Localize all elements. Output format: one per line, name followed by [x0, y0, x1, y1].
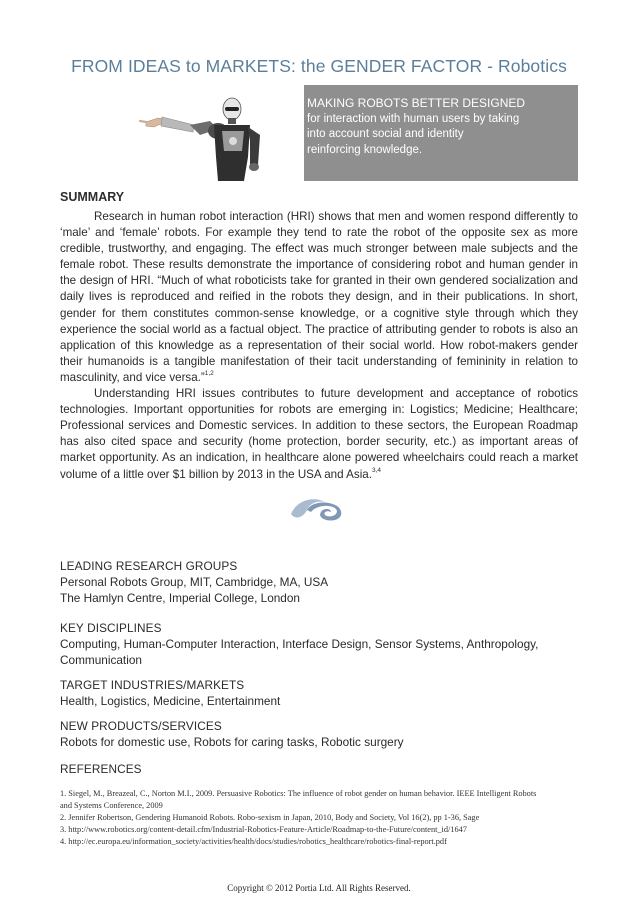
section-heading-markets: TARGET INDUSTRIES/MARKETS: [60, 678, 245, 692]
section-heading-references: REFERENCES: [60, 762, 142, 776]
banner-line: for interaction with human users by taking: [307, 112, 520, 125]
summary-heading: SUMMARY: [60, 190, 125, 204]
markets-line: Health, Logistics, Medicine, Entertainment: [60, 694, 281, 708]
section-heading-research-groups: LEADING RESEARCH GROUPS: [60, 559, 238, 573]
research-group-item: The Hamlyn Centre, Imperial College, London: [60, 591, 300, 605]
reference-item: 3. http://www.robotics.org/content-detail.cfm/Industrial-Robotics-Feature-Article/Roadmap-to-the-Future/content_id/1647: [60, 825, 467, 834]
robot-pointing-icon: [60, 85, 304, 181]
banner-line: reinforcing knowledge.: [307, 143, 423, 156]
paragraph-text: Research in human robot interaction (HRI) shows that men and women respond differently to ‘male’ and ‘female’ robots. For example they tend to rate the robot of the opposite sex as more credible, trustworthy, and engaging. The effect was much stronger between male subjects and the female robot. These results demonstrate the importance of considering robot and human gender in the design of HRI. “Much of what roboticists take for granted in their own gendered socialization and daily lives is reproduced and reified in the robots they design, and in their publications. In short, gender for them constitutes common-sense knowledge, or a cognitive style through which they experience the social world as a factual object. The practice of attributing gender to robots is also an application of this knowledge as a representation of their social world. How robot-makers gender their humanoids is a tangible manifestation of their tacit understanding of femininity in relation to masculinity, and vice versa.”: [60, 210, 578, 384]
research-group-item: Personal Robots Group, MIT, Cambridge, MA, USA: [60, 575, 329, 589]
summary-paragraph: [60, 386, 578, 483]
banner-line: into account social and identity: [307, 128, 464, 140]
disciplines-line: Computing, Human-Computer Interaction, Interface Design, Sensor Systems, Anthropology,: [60, 637, 539, 651]
banner-line: MAKING ROBOTS BETTER DESIGNED: [307, 96, 526, 110]
section-heading-disciplines: KEY DISCIPLINES: [60, 621, 162, 635]
page-title: FROM IDEAS to MARKETS: the GENDER FACTOR - Robotics: [71, 56, 567, 76]
citation-marker: 1,2: [204, 369, 214, 377]
swirl-logo-icon: [287, 494, 349, 529]
disciplines-line: Communication: [60, 653, 142, 667]
reference-item: 4. http://ec.europa.eu/information_society/activities/health/docs/studies/robotics_healthcare/robotics-final-report.pdf: [60, 837, 447, 846]
products-line: Robots for domestic use, Robots for caring tasks, Robotic surgery: [60, 735, 404, 749]
copyright-footer: Copyright © 2012 Portia Ltd. All Rights Reserved.: [227, 883, 411, 893]
summary-body: [60, 209, 578, 483]
paragraph-text: Understanding HRI issues contributes to future development and acceptance of robotics technologies. Important opportunities for robots are emerging in: Logistics; Medicine; Healthcare; Professional services and Domestic services. In addition to these sectors, the European Roadmap has also cited space and security (home protection, border security, etc.) as important areas of market opportunity. As an indication, in healthcare alone powered wheelchairs could reach a market volume of a little over $1 billion by 2013 in the USA and Asia.: [60, 387, 578, 481]
summary-paragraph: [60, 209, 578, 386]
reference-item: 2. Jennifer Robertson, Gendering Humanoid Robots. Robo-sexism in Japan, 2010, Body and Society, Vol 16(2), pp 1-36, Sage: [60, 813, 480, 822]
reference-item: and Systems Conference, 2009: [60, 801, 163, 810]
reference-item: 1. Siegel, M., Breazeal, C., Norton M.I., 2009. Persuasive Robotics: The influence of robot gender on human behavior. IEEE Intelligent Robots: [60, 789, 537, 798]
references-list: [60, 788, 590, 848]
citation-marker: 3,4: [371, 466, 381, 474]
banner-text: [307, 96, 567, 158]
section-heading-products: NEW PRODUCTS/SERVICES: [60, 719, 222, 733]
